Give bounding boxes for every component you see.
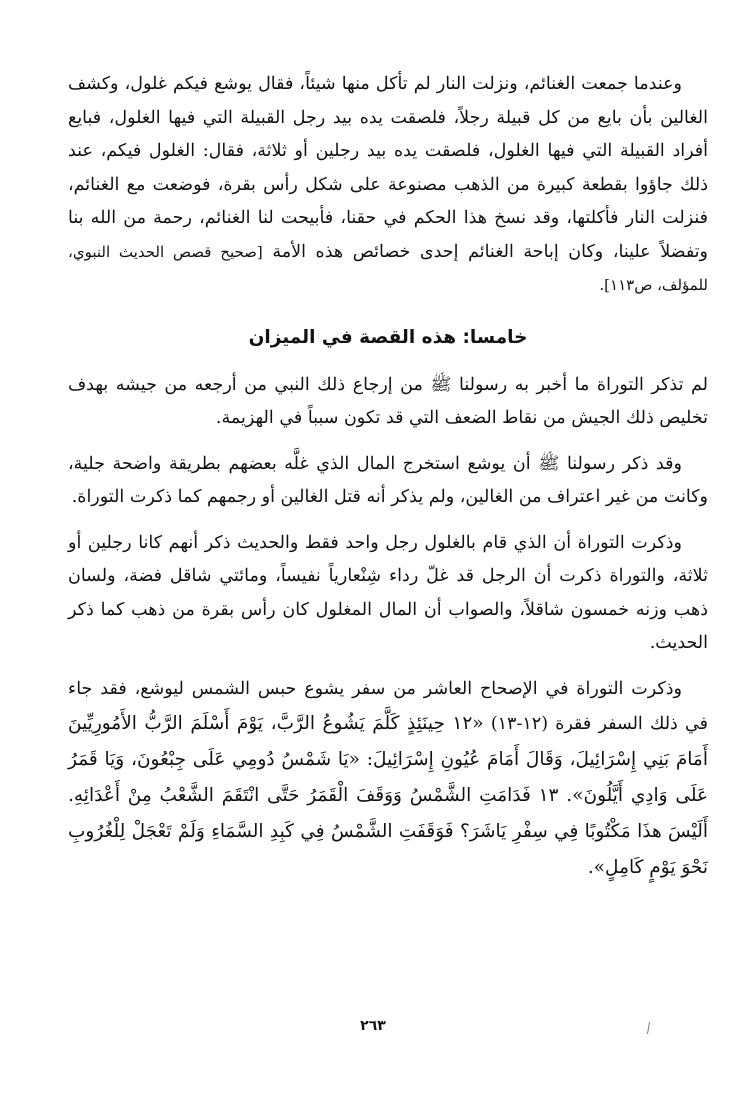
paragraph-ghulul-story [68,68,708,303]
paragraph-return-army: لم تذكر التوراة ما أخبر به رسولنا ﷺ من إرجاع ذلك النبي من أرجعه من جيشه بهدف تخليص ذلك الجيش من نقاط الضعف التي قد تكون سبباً في الهزيمة. [68,374,708,428]
section-heading: خامسا: هذه القصة في الميزان [248,326,528,348]
paragraph-extraction: وقد ذكر رسولنا ﷺ أن يوشع استخرج المال الذي غلَّه بعضهم بطريقة واضحة جلية، وكانت من غير اعتراف من الغالين، ولم يذكر أنه قتل الغالين أو رجمهم كما ذكرت التوراة. [68,453,708,507]
page-number: ٢٦٣ [360,1018,386,1034]
document-page [68,68,708,886]
paragraph-sun-stopped [68,673,708,887]
torah-quote: «١٢ حِينَئِذٍ كَلَّمَ يَشُوعُ الرَّبَّ، يَوْمَ أَسْلَمَ الرَّبُّ الأَمُورِيِّينَ أَمَامَ بَنِي إِسْرَائِيلَ، وَقَالَ أَمَامَ عُيُونِ إِسْرَائِيلَ: «يَا شَمْسُ دُومِي عَلَى جِبْعُونَ، وَيَا قَمَرُ عَلَى وَادِي أَيَّلُونَ». ١٣ فَدَامَتِ الشَّمْسُ وَوَقَفَ الْقَمَرُ حَتَّى انْتَقَمَ الشَّعْبُ مِنْ أَعْدَائِهِ. أَلَيْسَ هذَا مَكْتُوبًا فِي سِفْرِ يَاشَرَ؟ فَوَقَفَتِ الشَّمْسُ فِي كَبِدِ السَّمَاءِ وَلَمْ تَعْجَلْ لِلْغُرُوبِ نَحْوَ يَوْمٍ كَامِلٍ». [68,713,708,878]
paragraph-torah-details: وذكرت التوراة أن الذي قام بالغلول رجل واحد فقط والحديث ذكر أنهم كانا رجلين أو ثلاثة، والتوراة ذكرت أن الرجل قد غلّ رداء شِنْعارياً نفيساً، ومائتي شاقل فضة، ولسان ذهب وزنه خمسون شاقلاً، والصواب أن المال المغلول كان رأس بقرة من ذهب كما ذكر الحديث. [68,532,708,653]
paragraph-ghulul-text: وعندما جمعت الغنائم، ونزلت النار لم تأكل منها شيئاً، فقال يوشع فيكم غلول، وكشف الغالين بأن بايع من كل قبيلة رجلاً، فلصقت يده بيد رجل القبيلة التي فيها الغلول، فبايع أفراد القبيلة التي فيها الغلول، فلصقت يده بيد رجلين أو ثلاثة، فقال: الغلول فيكم، عند ذلك جاؤوا بقطعة كبيرة من الذهب مصنوعة على شكل رأس بقرة، فوضعت مع الغنائم، فنزلت النار فأكلتها، وقد نسخ هذا الحكم في حقنا، فأبيحت لنا الغنائم، رحمة من الله بنا وتفضلاً علينا، وكان إباحة الغنائم إحدى خصائص هذه الأمة [68,74,708,262]
sun-paragraph-intro: وذكرت التوراة في الإصحاح العاشر من سفر يشوع حبس الشمس ليوشع، فقد جاء في ذلك السفر فقرة (١٢-١٣) [68,678,708,734]
citation: [صحيح قصص الحديث النبوي، للمؤلف، ص١١٣]. [68,242,708,294]
